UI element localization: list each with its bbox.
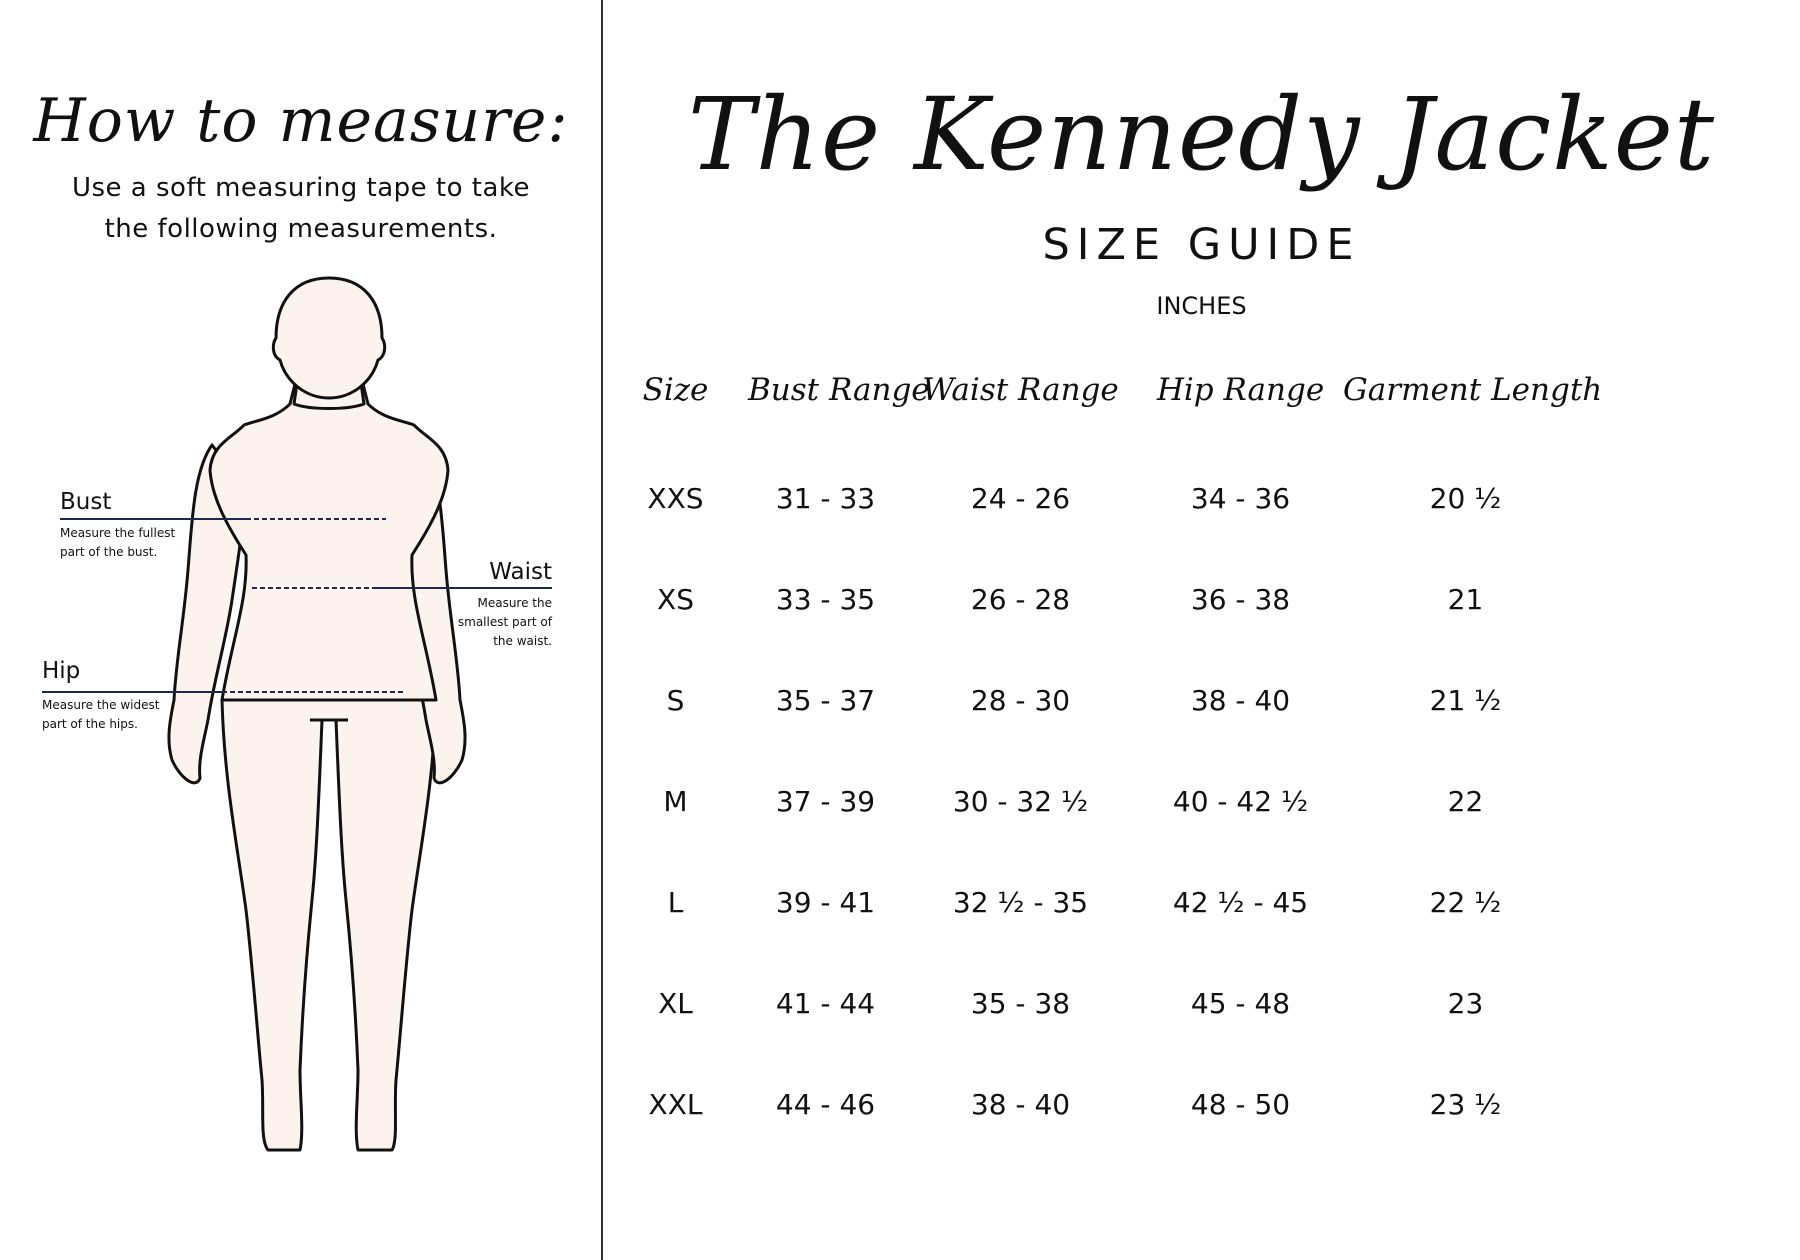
product-title: The Kennedy Jacket [687, 76, 1716, 193]
bust-cell: 33 - 35 [775, 583, 876, 616]
waist-note-line1: Measure the [477, 596, 552, 610]
table-row [603, 549, 1800, 650]
hip-cell: 48 - 50 [1190, 1088, 1291, 1121]
waist-cell: 35 - 38 [970, 987, 1071, 1020]
size-cell: XXL [648, 1088, 703, 1121]
length-cell: 22 ½ [1429, 886, 1502, 919]
size-guide-heading: SIZE GUIDE [1042, 220, 1361, 270]
bust-cell: 41 - 44 [775, 987, 876, 1020]
size-table [603, 362, 1800, 1155]
length-cell: 21 [1447, 583, 1484, 616]
size-guide-panel [603, 0, 1800, 1260]
bust-note-line1: Measure the fullest [60, 526, 176, 540]
measure-instructions: Use a soft measuring tape to take the following measurements. [71, 173, 531, 244]
table-row [603, 1054, 1800, 1155]
size-cell: XS [657, 583, 694, 616]
bust-cell: 31 - 33 [775, 482, 876, 515]
how-to-measure-title: How to measure: [33, 86, 569, 156]
hip-note-line2: part of the hips. [42, 717, 138, 731]
length-cell: 20 ½ [1429, 482, 1502, 515]
hip-label: Hip [42, 658, 81, 684]
table-header-row [603, 362, 1800, 448]
length-cell: 22 [1447, 785, 1484, 818]
table-row [603, 953, 1800, 1054]
table-row [603, 751, 1800, 852]
column-header-hip: Hip Range [1156, 372, 1325, 408]
waist-note-line3: the waist. [493, 634, 552, 648]
hip-cell: 36 - 38 [1190, 583, 1291, 616]
size-cell: L [667, 886, 684, 919]
waist-cell: 32 ½ - 35 [952, 886, 1089, 919]
column-spacer [1588, 362, 1800, 448]
head-shape [273, 278, 384, 398]
hip-cell: 40 - 42 ½ [1172, 785, 1309, 818]
size-cell: XL [658, 987, 693, 1020]
waist-cell: 38 - 40 [970, 1088, 1071, 1121]
waist-cell: 30 - 32 ½ [952, 785, 1089, 818]
column-header-bust: Bust Range [748, 372, 930, 408]
column-header-size: Size [642, 372, 709, 408]
length-cell: 23 [1447, 987, 1484, 1020]
units-label: INCHES [1156, 292, 1247, 320]
bust-cell: 35 - 37 [775, 684, 876, 717]
hip-cell: 34 - 36 [1190, 482, 1291, 515]
column-header-length: Garment Length [1343, 372, 1603, 408]
waist-label: Waist [489, 559, 552, 585]
bust-cell: 39 - 41 [775, 886, 876, 919]
size-cell: XXS [647, 482, 704, 515]
size-cell: M [663, 785, 688, 818]
table-row [603, 852, 1800, 953]
waist-cell: 28 - 30 [970, 684, 1071, 717]
hip-cell: 38 - 40 [1190, 684, 1291, 717]
hip-note-line1: Measure the widest [42, 698, 160, 712]
bust-cell: 37 - 39 [775, 785, 876, 818]
bust-note-line2: part of the bust. [60, 545, 158, 559]
bust-label: Bust [60, 489, 112, 515]
table-row [603, 650, 1800, 751]
hip-cell: 42 ½ - 45 [1172, 886, 1309, 919]
waist-cell: 26 - 28 [970, 583, 1071, 616]
how-to-measure-panel [0, 0, 602, 1260]
table-row [603, 448, 1800, 549]
waist-note-line2: smallest part of [457, 615, 552, 629]
length-cell: 21 ½ [1429, 684, 1502, 717]
size-cell: S [666, 684, 685, 717]
length-cell: 23 ½ [1429, 1088, 1502, 1121]
body-figure-diagram [0, 262, 602, 1162]
torso-shape [210, 380, 448, 700]
column-header-waist: Waist Range [922, 372, 1119, 408]
legs-shape [222, 700, 436, 1150]
bust-cell: 44 - 46 [775, 1088, 876, 1121]
hip-cell: 45 - 48 [1190, 987, 1291, 1020]
waist-cell: 24 - 26 [970, 482, 1071, 515]
